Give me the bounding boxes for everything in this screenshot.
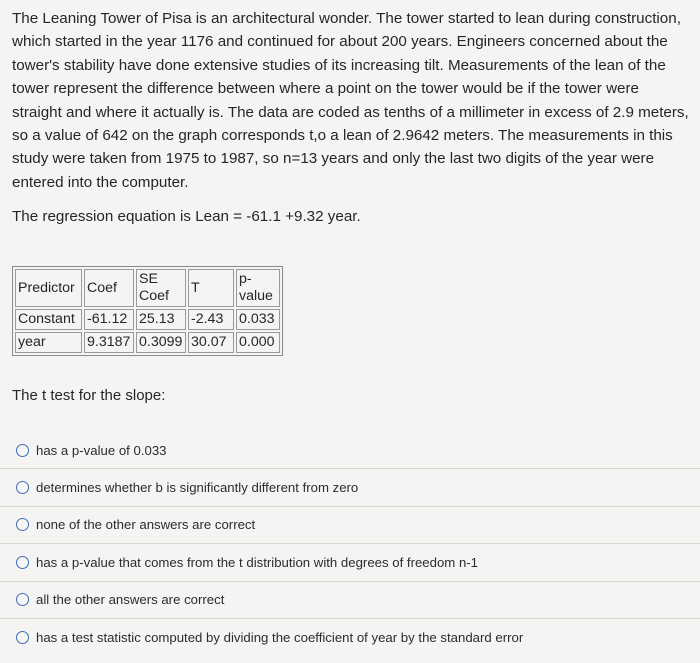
answer-option[interactable] [0, 619, 700, 655]
regression-table [12, 266, 283, 356]
question-prompt: The t test for the slope: [12, 387, 166, 404]
table-cell: 0.033 [236, 309, 280, 330]
table-cell: 30.07 [188, 332, 234, 353]
answer-option[interactable] [0, 432, 700, 469]
header-p-value: p-value [236, 269, 280, 307]
answer-option-label[interactable]: has a p-value that comes from the t distribution with degrees of freedom n-1 [36, 554, 479, 570]
header-predictor: Predictor [15, 269, 82, 307]
answer-option[interactable] [0, 469, 700, 506]
radio-button[interactable] [16, 444, 29, 457]
table-cell: Constant [15, 309, 82, 330]
table-cell: -2.43 [188, 309, 234, 330]
answer-option-label[interactable]: has a test statistic computed by dividing the coefficient of year by the standard error [36, 629, 524, 645]
radio-button[interactable] [16, 518, 29, 531]
table-header-row [15, 269, 280, 307]
table-cell: 25.13 [136, 309, 186, 330]
answer-option-label[interactable]: determines whether b is significantly different from zero [36, 480, 359, 496]
problem-passage: The Leaning Tower of Pisa is an architectural wonder. The tower started to lean during construction, which started in the year 1176 and continued for about 200 years. Engineers concerned about the tower's stability have done extensive studies of its increasing tilt. Measurements of the lean of the tower represent the difference between where a point on the tower would be if the tower were straight and where it actually is. The data are coded as tenths of a millimeter in excess of 2.9 meters, so a value of 642 on the graph corresponds t,o a lean of 2.9642 meters. The measurements in this study were taken from 1975 to 1987, so n=13 years and only the last two digits of the year were entered into the computer. [12, 10, 689, 191]
answer-option-label[interactable]: has a p-value of 0.033 [36, 442, 167, 458]
table-cell: year [15, 332, 82, 353]
radio-button[interactable] [16, 556, 29, 569]
header-se-coef: SE Coef [136, 269, 186, 307]
header-t: T [188, 269, 234, 307]
radio-button[interactable] [16, 631, 29, 644]
table-row [15, 309, 280, 330]
table-cell: 0.3099 [136, 332, 186, 353]
table-cell: 0.000 [236, 332, 280, 353]
table-cell: -61.12 [84, 309, 134, 330]
table-row [15, 332, 280, 353]
header-coef: Coef [84, 269, 134, 307]
answer-options [0, 432, 700, 655]
answer-option[interactable] [0, 582, 700, 619]
answer-option-label[interactable]: all the other answers are correct [36, 592, 225, 608]
answer-option-label[interactable]: none of the other answers are correct [36, 517, 256, 533]
regression-equation: The regression equation is Lean = -61.1 +9.32 year. [12, 208, 361, 225]
radio-button[interactable] [16, 481, 29, 494]
radio-button[interactable] [16, 593, 29, 606]
answer-option[interactable] [0, 507, 700, 544]
answer-option[interactable] [0, 544, 700, 581]
table-cell: 9.3187 [84, 332, 134, 353]
